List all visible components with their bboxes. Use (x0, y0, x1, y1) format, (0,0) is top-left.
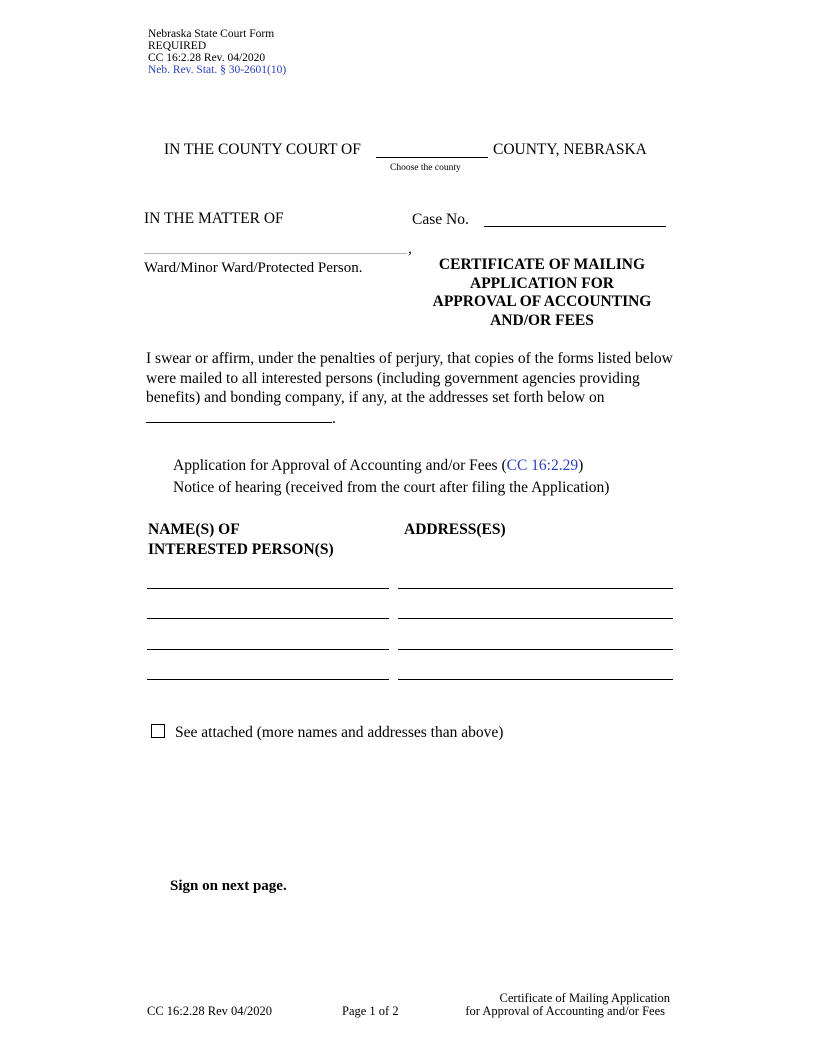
name-entry-line[interactable] (147, 649, 389, 650)
header-required: REQUIRED (148, 40, 207, 52)
title-line: APPROVAL OF ACCOUNTING (432, 293, 652, 310)
names-header-line: NAME(S) OF (148, 521, 240, 538)
name-entry-line[interactable] (147, 588, 389, 589)
see-attached-label: See attached (more names and addresses than above) (175, 724, 504, 741)
county-field[interactable] (376, 157, 488, 158)
matter-label: IN THE MATTER OF (144, 210, 284, 227)
form-item-text: Application for Approval of Accounting and/or Fees ( (173, 457, 507, 474)
cc-16-2-29-link[interactable]: CC 16:2.29 (506, 457, 579, 474)
address-entry-line[interactable] (398, 618, 673, 619)
header-form-id: CC 16:2.28 Rev. 04/2020 (148, 52, 266, 64)
certificate-title (412, 256, 672, 330)
sign-next-page-note: Sign on next page. (170, 878, 287, 894)
statement-text: I swear or affirm, under the penalties of perjury, that copies of the forms listed below were mailed to all interested persons (including government agencies providing benefits) and bonding company, if any, at the addresses set forth below on (146, 350, 673, 406)
form-header (148, 28, 286, 76)
court-suffix: COUNTY, NEBRASKA (493, 141, 647, 158)
title-line: AND/OR FEES (490, 311, 594, 329)
title-line: CERTIFICATE OF MAILING (438, 256, 646, 273)
ward-label: Ward/Minor Ward/Protected Person. (144, 260, 363, 276)
statement-period: . (332, 409, 336, 427)
case-number-field[interactable] (484, 226, 666, 227)
court-prefix: IN THE COUNTY COURT OF (164, 141, 361, 158)
case-number-label: Case No. (412, 211, 469, 228)
footer-title (440, 992, 670, 1018)
footer-title-line: Certificate of Mailing Application (499, 991, 670, 1005)
perjury-statement (146, 349, 686, 428)
county-hint: Choose the county (390, 163, 461, 173)
address-entry-line[interactable] (398, 588, 673, 589)
names-header-line: INTERESTED PERSON(S) (148, 541, 334, 558)
form-item-notice: Notice of hearing (received from the court after filing the Application) (173, 479, 610, 496)
names-column-header (148, 520, 334, 560)
mailing-date-field[interactable] (146, 408, 332, 423)
address-entry-line[interactable] (398, 649, 673, 650)
header-state-form: Nebraska State Court Form (148, 28, 275, 40)
footer-form-id: CC 16:2.28 Rev 04/2020 (147, 1004, 273, 1018)
name-entry-line[interactable] (147, 618, 389, 619)
address-entry-line[interactable] (398, 679, 673, 680)
ward-name-field[interactable] (144, 253, 407, 254)
statute-link[interactable]: Neb. Rev. Stat. § 30-2601(10) (148, 64, 287, 76)
form-item-application (173, 457, 583, 475)
form-item-close-paren: ) (578, 457, 584, 474)
title-line: APPLICATION FOR (470, 274, 614, 292)
name-entry-line[interactable] (147, 679, 389, 680)
footer-page-number: Page 1 of 2 (342, 1004, 399, 1018)
see-attached-checkbox[interactable] (151, 724, 165, 738)
footer-title-line: for Approval of Accounting and/or Fees (465, 1004, 665, 1018)
addresses-column-header: ADDRESS(ES) (404, 521, 506, 538)
caption-comma: , (408, 240, 412, 257)
